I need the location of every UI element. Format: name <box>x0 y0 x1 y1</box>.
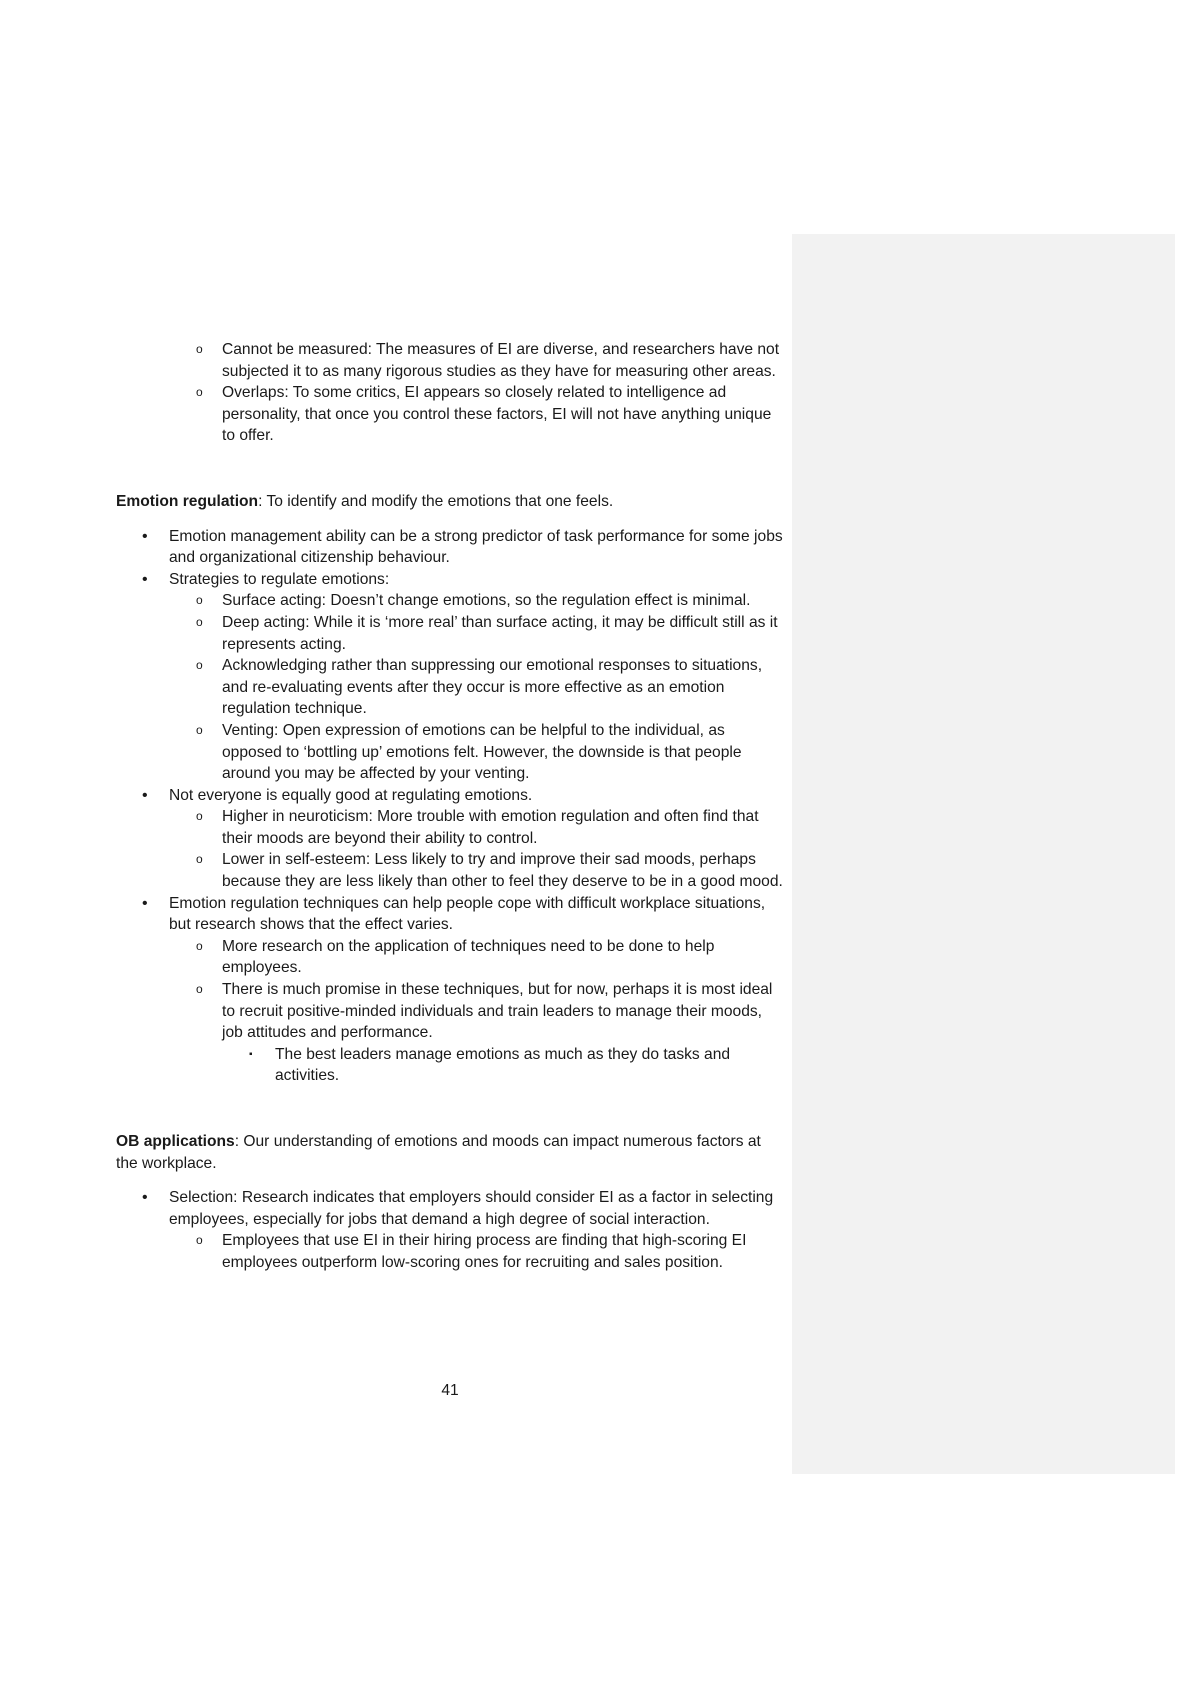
list-item <box>116 936 786 979</box>
ob-applications-paragraph <box>116 1131 786 1174</box>
hollow-bullet-icon: o <box>196 938 203 953</box>
list-item <box>116 785 786 807</box>
strategies-sublist <box>116 590 786 784</box>
bullet-icon: • <box>142 894 148 912</box>
list-item <box>116 806 786 849</box>
list-item-text: There is much promise in these techniques, but for now, perhaps it is most ideal to recruit positive-minded individuals and train leaders to manage their moods, job attitudes and performance. <box>222 981 773 1042</box>
regulation-ability-sublist <box>116 806 786 892</box>
list-item <box>116 590 786 612</box>
list-item <box>116 849 786 892</box>
list-item <box>116 1044 786 1087</box>
hollow-bullet-icon: o <box>196 1233 203 1248</box>
list-item-text: Surface acting: Doesn’t change emotions, so the regulation effect is minimal. <box>222 592 751 610</box>
list-item-text: Overlaps: To some critics, EI appears so closely related to intelligence ad personality, that once you control these factors, EI will not have anything unique to offer. <box>222 384 772 445</box>
list-item <box>116 339 786 382</box>
hollow-bullet-icon: o <box>196 658 203 673</box>
leaders-sublist <box>116 1044 786 1087</box>
list-item-text: Higher in neuroticism: More trouble with emotion regulation and often find that their moods are beyond their ability to control. <box>222 808 759 847</box>
list-item <box>116 893 786 936</box>
comment-pane <box>792 234 1175 1474</box>
list-item-text: Cannot be measured: The measures of EI are diverse, and researchers have not subjected it to as many rigorous studies as they have for measuring other areas. <box>222 341 780 380</box>
section-heading: Emotion regulation <box>116 492 259 510</box>
hollow-bullet-icon: o <box>196 385 203 400</box>
emotion-regulation-list <box>116 526 786 591</box>
document-body <box>116 339 786 1274</box>
list-item <box>116 569 786 591</box>
list-item <box>116 612 786 655</box>
bullet-icon: • <box>142 1189 148 1207</box>
list-item-text: Not everyone is equally good at regulating emotions. <box>169 786 533 804</box>
section-definition: : To identify and modify the emotions that one feels. <box>258 492 614 510</box>
list-item <box>116 1187 786 1230</box>
list-item-text: Deep acting: While it is ‘more real’ than surface acting, it may be difficult still as it represents acting. <box>222 613 778 653</box>
list-item-text: Emotion regulation techniques can help people cope with difficult workplace situations, but research shows that the effect varies. <box>169 894 766 934</box>
page-number: 41 <box>441 1382 459 1399</box>
emotion-regulation-list <box>116 785 786 807</box>
hollow-bullet-icon: o <box>196 722 203 737</box>
selection-sublist <box>116 1230 786 1273</box>
hollow-bullet-icon: o <box>196 982 203 997</box>
emotion-regulation-list <box>116 893 786 936</box>
hollow-bullet-icon: o <box>196 593 203 608</box>
list-item-text: Selection: Research indicates that employers should consider EI as a factor in selecting employees, especially for jobs that demand a high degree of social interaction. <box>169 1189 774 1228</box>
list-item <box>116 1230 786 1273</box>
section-definition: : Our understanding of emotions and moods can impact numerous factors at the workplace. <box>116 1133 761 1172</box>
list-item-text: More research on the application of techniques need to be done to help employees. <box>222 937 715 977</box>
bullet-icon: • <box>142 527 148 545</box>
list-item <box>116 382 786 447</box>
ob-applications-list <box>116 1187 786 1230</box>
square-bullet-icon: ▪ <box>249 1048 253 1060</box>
ei-criticism-list <box>116 339 786 447</box>
list-item <box>116 526 786 569</box>
hollow-bullet-icon: o <box>196 342 203 356</box>
list-item-text: Acknowledging rather than suppressing our emotional responses to situations, and re-evaluating events after they occur is more effective as an emotion regulation technique. <box>222 657 763 718</box>
list-item-text: Emotion management ability can be a strong predictor of task performance for some jobs and organizational citizenship behaviour. <box>169 527 783 567</box>
bullet-icon: • <box>142 570 148 588</box>
list-item-text: Lower in self-esteem: Less likely to try and improve their sad moods, perhaps because they are less likely than other to feel they deserve to be in a good mood. <box>222 851 783 891</box>
section-heading: OB applications <box>116 1133 235 1150</box>
list-item <box>116 655 786 720</box>
list-item-text: Employees that use EI in their hiring process are finding that high-scoring EI employees outperform low-scoring ones for recruiting and sales position. <box>222 1232 747 1271</box>
list-item-text: Venting: Open expression of emotions can be helpful to the individual, as opposed to ‘bottling up’ emotions felt. However, the downside is that people around you may be affected by your venting. <box>222 721 742 783</box>
hollow-bullet-icon: o <box>196 852 203 867</box>
bullet-icon: • <box>142 786 148 804</box>
list-item <box>116 979 786 1044</box>
list-item <box>116 720 786 785</box>
list-item-text: The best leaders manage emotions as much as they do tasks and activities. <box>275 1045 731 1085</box>
hollow-bullet-icon: o <box>196 809 203 824</box>
techniques-sublist <box>116 936 786 1044</box>
emotion-regulation-paragraph <box>116 491 786 513</box>
list-item-text: Strategies to regulate emotions: <box>169 570 390 588</box>
hollow-bullet-icon: o <box>196 614 203 629</box>
